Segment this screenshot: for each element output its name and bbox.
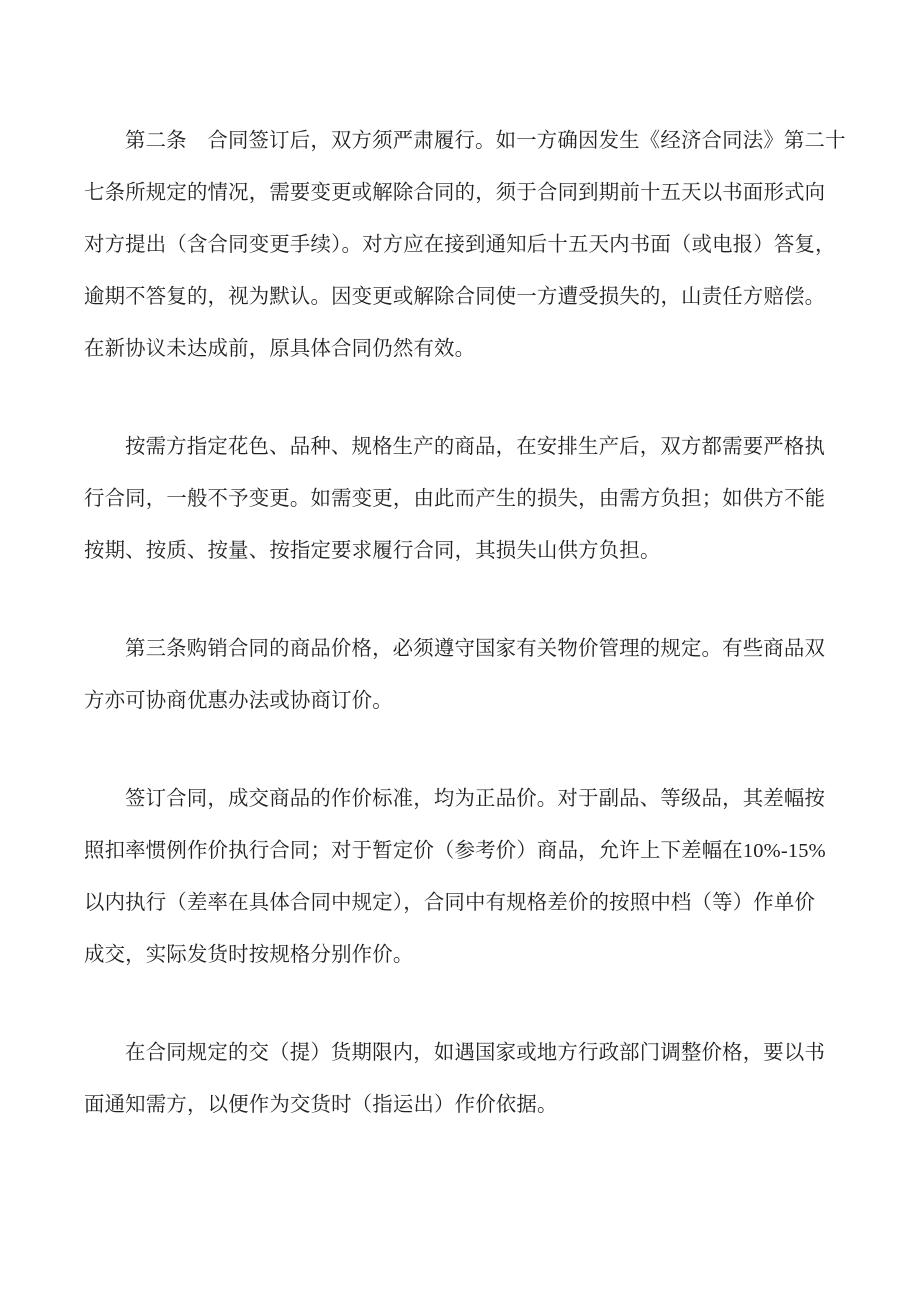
paragraph-price-adjustment [84,1040,846,1144]
text-line: 第三条购销合同的商品价格，必须遵守国家有关物价管理的规定。有些商品双 [125,638,826,660]
text-line: 逾期不答复的，视为默认。因变更或解除合同使一方遭受损失的，山责任方赔偿。 [84,286,826,308]
paragraph-pricing-standard [84,786,846,994]
paragraph-clause-2 [84,128,846,388]
text-line: 照扣率惯例作价执行合同；对于暂定价（参考价）商品，允许上下差幅在10%-15% [84,840,826,862]
paragraph-clause-3 [84,636,846,740]
text-line: 在新协议未达成前，原具体合同仍然有效。 [84,338,476,360]
text-line: 在合同规定的交（提）货期限内，如遇国家或地方行政部门调整价格，要以书 [125,1042,826,1064]
text-line: 签订合同，成交商品的作价标准，均为正品价。对于副品、等级品，其差幅按 [125,788,826,810]
text-line: 行合同，一般不予变更。如需变更，由此而产生的损失，由需方负担；如供方不能 [84,488,826,510]
text-line: 方亦可协商优惠办法或协商订价。 [84,690,393,712]
text-line: 按需方指定花色、品种、规格生产的商品，在安排生产后，双方都需要严格执 [125,436,826,458]
text-line: 七条所规定的情况，需要变更或解除合同的，须于合同到期前十五天以书面形式向 [84,182,826,204]
text-line: 对方提出（含合同变更手续）。对方应在接到通知后十五天内书面（或电报）答复， [84,234,836,256]
text-line: 成交，实际发货时按规格分别作价。 [84,944,414,966]
text-line: 按期、按质、按量、按指定要求履行合同，其损失山供方负担。 [84,540,661,562]
text-line: 第二条 合同签订后，双方须严肃履行。如一方确因发生《经济合同法》第二十 [125,130,846,152]
text-line: 面通知需方，以便作为交货时（指运出）作价依据。 [84,1094,558,1116]
paragraph-custom-production [84,434,846,590]
text-line: 以内执行（差率在具体合同中规定），合同中有规格差价的按照中档（等）作单价 [84,892,816,914]
